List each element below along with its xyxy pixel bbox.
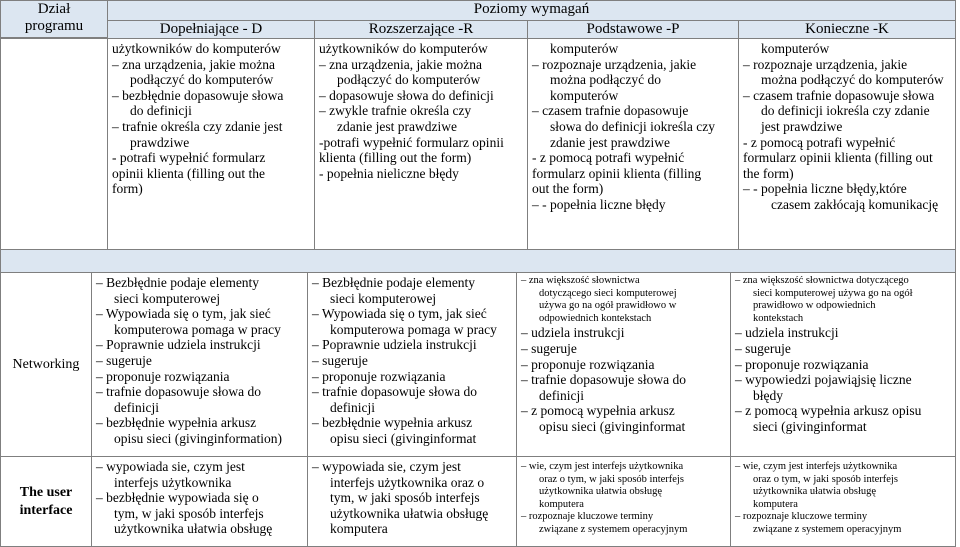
separator-band (0, 249, 956, 273)
header-dzial-cell (0, 0, 108, 38)
s1-K-line: the form) (743, 165, 794, 181)
net-P-line: – trafnie dopasowuje słowa do (521, 372, 686, 388)
ui-P-line: oraz o tym, w jaki sposób interfejs (539, 473, 684, 485)
ui-K-line: oraz o tym, w jaki sposób interfejs (753, 473, 898, 485)
net-P-small-line: używa go na ogół prawidłowo w (539, 300, 677, 312)
net-K-line: – z pomocą wypełnia arkusz opisu (735, 403, 922, 419)
s1-D-line: użytkowników do komputerów (112, 41, 281, 56)
user-interface-P-cell (516, 456, 731, 547)
net-P-line: – sugeruje (521, 340, 577, 356)
ui-D-line: – bezbłędnie wypowiada się o (96, 490, 259, 506)
ui-K-line: związane z systemem operacyjnym (753, 523, 902, 535)
user-interface-D-cell (91, 456, 308, 547)
ui-K-line: – wie, czym jest interfejs użytkownika (735, 461, 898, 472)
net-P-line: – udziela instrukcji (521, 325, 625, 341)
s1-K-line: formularz opinii klienta (filling out (743, 150, 933, 166)
net-K-line: – proponuje rozwiązania (735, 356, 869, 372)
s1-P-line: można podłączyć do (550, 72, 661, 88)
ui-R-line: tym, w jaki sposób interfejs (330, 490, 480, 506)
ui-D-line: tym, w jaki sposób interfejs (114, 505, 264, 521)
s1-D-line: – bezbłędnie dopasowuje słowa (112, 87, 284, 103)
ui-R-line: – wypowiada sie, czym jest (312, 459, 461, 474)
s1-P-line: out the form) (532, 181, 604, 197)
net-D-line: – proponuje rozwiązania (96, 368, 230, 384)
s1-R-line: -potrafi wypełnić formularz opinii (319, 134, 504, 150)
s1-K-line: – czasem trafnie dopasowuje słowa (743, 87, 935, 103)
s1-D-line: - potrafi wypełnić formularz (112, 150, 266, 166)
net-R-line: – Poprawnie udziela instrukcji (312, 337, 477, 353)
net-K-small-line: sieci komputerowej używa go na ogół (753, 287, 913, 299)
ui-R-line: komputera (330, 521, 388, 537)
net-D-line: komputerowa pomaga w pracy (114, 321, 281, 337)
networking-P-cell (516, 272, 731, 457)
net-R-line: – Wypowiada się o tym, jak sieć (312, 306, 487, 322)
s1-P-line: - z pomocą potrafi wypełnić (532, 150, 685, 166)
header-level-P-label: Podstawowe -P (586, 21, 680, 37)
s1-R-line: – dopasowuje słowa do definicji (319, 87, 494, 103)
net-K-line: – udziela instrukcji (735, 325, 839, 341)
user-interface-label-line2: interface (19, 502, 73, 518)
s1-R-line: zdanie jest prawdziwe (337, 118, 457, 134)
header-dzial-line2: programu (24, 18, 84, 34)
net-K-line: – wypowiedzi pojawiąjsię liczne (735, 372, 912, 388)
s1-P-line: – rozpoznaje urządzenia, jakie (532, 56, 697, 72)
net-K-small-block (735, 275, 952, 325)
section1-D-cell (107, 38, 315, 250)
header-level-R-label: Rozszerzające -R (368, 21, 474, 37)
s1-R-line: podłączyć do komputerów (337, 72, 481, 88)
net-D-line: – trafnie dopasowuje słowa do (96, 384, 261, 400)
net-R-line: sieci komputerowej (330, 290, 437, 306)
s1-D-line: – trafnie określa czy zdanie jest (112, 118, 283, 134)
header-level-R (314, 20, 528, 39)
net-P-small-line: dotyczącego sieci komputerowej (539, 287, 677, 299)
ui-K-line: użytkownika ułatwia obsługę (753, 486, 877, 498)
net-P-line: – proponuje rozwiązania (521, 356, 655, 372)
net-K-small-line: prawidłowo w odpowiednich (753, 300, 876, 312)
net-K-small-line: kontekstach (753, 312, 804, 324)
header-poziomy-cell (107, 0, 956, 21)
net-D-line: definicji (114, 399, 159, 415)
net-R-line: – sugeruje (312, 352, 368, 368)
net-D-line: opisu sieci (givinginformation) (114, 430, 282, 446)
networking-label: Networking (12, 356, 80, 372)
ui-D-line: – wypowiada sie, czym jest (96, 459, 245, 474)
header-level-P (527, 20, 739, 39)
net-P-small-block (521, 275, 727, 325)
s1-D-line: form) (112, 181, 143, 197)
networking-K-cell (730, 272, 956, 457)
net-R-line: opisu sieci (givinginformat (330, 430, 477, 446)
net-R-line: komputerowa pomaga w pracy (330, 321, 497, 337)
net-K-line: błędy (753, 387, 783, 403)
section1-K-cell (738, 38, 956, 250)
ui-K-line: – rozpoznaje kluczowe terminy (735, 511, 868, 523)
user-interface-label-cell (0, 456, 92, 547)
net-K-line: – sugeruje (735, 340, 791, 356)
net-K-small-line: – zna większość słownictwa dotyczącego (735, 275, 909, 286)
s1-R-line: – zna urządzenia, jakie można (319, 56, 483, 72)
s1-R-line: – zwykle trafnie określa czy (319, 103, 472, 119)
net-D-line: – Bezbłędnie podaje elementy (96, 275, 260, 290)
net-D-line: – bezbłędnie wypełnia arkusz (96, 415, 257, 431)
net-D-line: – Poprawnie udziela instrukcji (96, 337, 261, 353)
ui-P-line: komputera (539, 498, 584, 510)
ui-P-line: użytkownika ułatwia obsługę (539, 486, 663, 498)
s1-P-line: komputerów (550, 41, 619, 56)
net-R-line: – bezbłędnie wypełnia arkusz (312, 415, 473, 431)
s1-K-line: - z pomocą potrafi wypełnić (743, 134, 896, 150)
section1-P-cell (527, 38, 739, 250)
networking-label-cell (0, 272, 92, 457)
ui-P-line: – wie, czym jest interfejs użytkownika (521, 461, 684, 472)
s1-D-line: prawdziwe (130, 134, 190, 150)
net-P-line: opisu sieci (givinginformat (539, 418, 686, 434)
ui-P-line: – rozpoznaje kluczowe terminy (521, 511, 654, 523)
s1-R-line: klienta (filling out the form) (319, 150, 472, 166)
ui-P-line: związane z systemem operacyjnym (539, 523, 688, 535)
net-D-line: – Wypowiada się o tym, jak sieć (96, 306, 271, 322)
s1-K-line: – rozpoznaje urządzenia, jakie (743, 56, 908, 72)
header-level-K (738, 20, 956, 39)
s1-P-line: – - popełnia liczne błędy (532, 196, 666, 212)
net-P-line: definicji (539, 387, 584, 403)
section1-R-cell (314, 38, 528, 250)
header-level-D (107, 20, 315, 39)
net-K-line: sieci (givinginformat (753, 418, 867, 434)
s1-K-line: czasem zakłócają komunikację (771, 196, 939, 212)
header-level-K-label: Konieczne -K (805, 21, 889, 37)
header-level-D-label: Dopełniające - D (159, 21, 263, 37)
net-P-small-line: – zna większość słownictwa (521, 275, 640, 286)
ui-D-line: użytkownika ułatwia obsługę (114, 521, 273, 537)
s1-K-line: jest prawdziwe (761, 118, 843, 134)
user-interface-K-cell (730, 456, 956, 547)
ui-K-line: komputera (753, 498, 798, 510)
header-dzial-line1: Dział (37, 1, 71, 17)
net-D-line: sieci komputerowej (114, 290, 221, 306)
s1-K-line: można podłączyć do komputerów (761, 72, 944, 88)
net-P-small-line: odpowiednich kontekstach (539, 312, 652, 324)
networking-R-cell (307, 272, 517, 457)
networking-D-cell (91, 272, 308, 457)
s1-P-line: zdanie jest prawdziwe (550, 134, 670, 150)
s1-P-line: – czasem trafnie dopasowuje (532, 103, 689, 119)
section1-label-cell (0, 38, 108, 250)
s1-D-line: podłączyć do komputerów (130, 72, 274, 88)
user-interface-label-line1: The user (19, 484, 73, 500)
user-interface-R-cell (307, 456, 517, 547)
s1-K-line: do definicji iokreśla czy zdanie (761, 103, 930, 119)
ui-R-line: interfejs użytkownika oraz o (330, 474, 485, 490)
net-R-line: definicji (330, 399, 375, 415)
net-R-line: – trafnie dopasowuje słowa do (312, 384, 477, 400)
net-R-line: – proponuje rozwiązania (312, 368, 446, 384)
s1-P-line: formularz opinii klienta (filling (532, 165, 702, 181)
net-P-line: – z pomocą wypełnia arkusz (521, 403, 675, 419)
ui-R-line: użytkownika ułatwia obsługę (330, 505, 489, 521)
s1-K-line: komputerów (761, 41, 830, 56)
s1-K-line: – - popełnia liczne błędy,które (743, 181, 907, 197)
s1-R-line: użytkowników do komputerów (319, 41, 488, 56)
s1-R-line: - popełnia nieliczne błędy (319, 165, 459, 181)
header-poziomy-title: Poziomy wymagań (473, 1, 590, 17)
s1-D-line: do definicji (130, 103, 192, 119)
net-R-line: – Bezbłędnie podaje elementy (312, 275, 476, 290)
net-D-line: – sugeruje (96, 352, 152, 368)
ui-D-line: interfejs użytkownika (114, 474, 232, 490)
s1-D-line: opinii klienta (filling out the (112, 165, 265, 181)
s1-P-line: komputerów (550, 87, 619, 103)
s1-P-line: słowa do definicji iokreśla czy (550, 118, 715, 134)
s1-D-line: – zna urządzenia, jakie można (112, 56, 276, 72)
